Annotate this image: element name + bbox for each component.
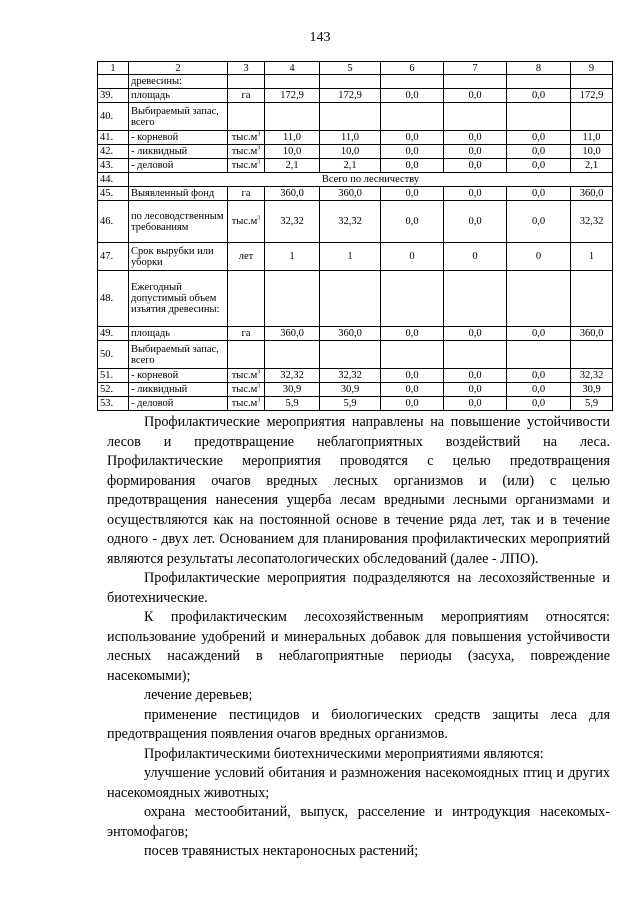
value-cell [444, 341, 507, 369]
unit-cell [228, 159, 265, 173]
value-cell: 32,32 [265, 369, 320, 383]
value-cell: 0,0 [507, 397, 571, 411]
row-number-cell [98, 75, 129, 89]
value-cell [320, 341, 381, 369]
table-row [98, 75, 613, 89]
indicator-cell: Выбираемый запас, всего [129, 341, 228, 369]
row-number-cell: 39. [98, 89, 129, 103]
table-row [98, 369, 613, 383]
unit-exponent: 3 [257, 131, 261, 138]
value-cell: 2,1 [320, 159, 381, 173]
header-cell: 9 [571, 62, 613, 75]
value-cell: 0,0 [381, 187, 444, 201]
value-cell: 0,0 [444, 201, 507, 243]
row-number-cell: 52. [98, 383, 129, 397]
value-cell: 32,32 [571, 201, 613, 243]
value-cell: 0,0 [507, 159, 571, 173]
value-cell: 0,0 [507, 383, 571, 397]
paragraph: применение пестицидов и биологических средств защиты леса для предотвращения появления очагов вредных организмов. [107, 706, 610, 742]
value-cell: 360,0 [320, 327, 381, 341]
forest-data-table [97, 61, 613, 411]
value-cell: 11,0 [320, 131, 381, 145]
paragraph: Профилактические мероприятия подразделяются на лесохозяйственные и биотехнические. [107, 570, 610, 606]
value-cell: 10,0 [265, 145, 320, 159]
table-header-row [98, 62, 613, 75]
header-cell: 5 [320, 62, 381, 75]
value-cell [444, 271, 507, 327]
unit-cell [228, 341, 265, 369]
value-cell: 2,1 [571, 159, 613, 173]
value-cell: 0,0 [507, 145, 571, 159]
value-cell: 11,0 [571, 131, 613, 145]
body-text [107, 413, 610, 862]
indicator-cell: - ликвидный [129, 145, 228, 159]
unit-text: тыс.м [231, 370, 258, 381]
row-number-cell: 40. [98, 103, 129, 131]
table-row [98, 201, 613, 243]
value-cell: 0,0 [507, 131, 571, 145]
row-number-cell: 47. [98, 243, 129, 271]
row-number-cell: 45. [98, 187, 129, 201]
value-cell: 0,0 [381, 397, 444, 411]
value-cell: 0,0 [507, 187, 571, 201]
value-cell: 172,9 [320, 89, 381, 103]
value-cell: 32,32 [320, 201, 381, 243]
paragraph: Профилактические мероприятия направлены на повышение устойчивости лесов и предотвращение неблагоприятных воздействий на леса. Профилактические мероприятия проводятся с целью предотвращения формирования очагов вредных лесных организмов и (или) с целью предотвращения нанесения ущерба лесам вредными лесными организмами и осуществляются как на постоянной основе в течение ряда лет, так и в течение одного - двух лет. Основанием для планирования профилактических мероприятий являются результаты лесопатологических обследований (далее - ЛПО). [107, 414, 610, 567]
value-cell [320, 271, 381, 327]
value-cell: 0,0 [507, 89, 571, 103]
value-cell [381, 103, 444, 131]
unit-exponent: 3 [257, 159, 261, 166]
value-cell: 2,1 [265, 159, 320, 173]
value-cell: 11,0 [265, 131, 320, 145]
value-cell: 0,0 [444, 159, 507, 173]
unit-exponent: 3 [257, 369, 261, 376]
indicator-cell: Выбираемый запас, всего [129, 103, 228, 131]
paragraph: посев травянистых нектароносных растений; [144, 843, 419, 859]
indicator-cell: - деловой [129, 397, 228, 411]
table-row [98, 397, 613, 411]
value-cell: 360,0 [265, 327, 320, 341]
indicator-cell: древесины: [129, 75, 228, 89]
header-cell: 2 [129, 62, 228, 75]
value-cell: 0,0 [507, 327, 571, 341]
table-row [98, 159, 613, 173]
value-cell: 30,9 [265, 383, 320, 397]
row-number-cell: 49. [98, 327, 129, 341]
value-cell: 30,9 [571, 383, 613, 397]
value-cell [320, 75, 381, 89]
paragraph: лечение деревьев; [144, 687, 253, 703]
row-number-cell: 51. [98, 369, 129, 383]
value-cell: 5,9 [571, 397, 613, 411]
value-cell [507, 341, 571, 369]
table-row [98, 383, 613, 397]
header-cell: 3 [228, 62, 265, 75]
value-cell: 0,0 [444, 187, 507, 201]
value-cell [381, 75, 444, 89]
value-cell [320, 103, 381, 131]
value-cell: 32,32 [320, 369, 381, 383]
value-cell: 0,0 [381, 145, 444, 159]
value-cell: 0,0 [507, 369, 571, 383]
value-cell [571, 271, 613, 327]
value-cell [381, 271, 444, 327]
unit-text: тыс.м [231, 160, 258, 171]
paragraph: охрана местообитаний, выпуск, расселение и интродукция насекомых-энтомофагов; [107, 804, 610, 840]
row-number-cell: 41. [98, 131, 129, 145]
value-cell: 0 [444, 243, 507, 271]
row-number-cell: 42. [98, 145, 129, 159]
unit-text: тыс.м [231, 398, 258, 409]
header-cell: 7 [444, 62, 507, 75]
unit-cell: га [228, 89, 265, 103]
unit-exponent: 3 [257, 383, 261, 390]
unit-cell: лет [228, 243, 265, 271]
unit-cell: га [228, 327, 265, 341]
value-cell: 10,0 [571, 145, 613, 159]
row-number-cell: 50. [98, 341, 129, 369]
unit-text: тыс.м [231, 384, 258, 395]
unit-exponent: 3 [257, 215, 261, 222]
indicator-cell: площадь [129, 89, 228, 103]
paragraph: Профилактическими биотехническими мероприятиями являются: [144, 745, 544, 762]
unit-text: тыс.м [231, 132, 258, 143]
indicator-cell: - деловой [129, 159, 228, 173]
value-cell: 0,0 [381, 89, 444, 103]
unit-exponent: 3 [257, 145, 261, 152]
value-cell: 0,0 [381, 383, 444, 397]
table-row [98, 89, 613, 103]
unit-cell [228, 397, 265, 411]
value-cell: 360,0 [265, 187, 320, 201]
value-cell: 1 [265, 243, 320, 271]
value-cell [571, 103, 613, 131]
unit-cell [228, 103, 265, 131]
header-cell: 4 [265, 62, 320, 75]
value-cell: 1 [320, 243, 381, 271]
value-cell [507, 271, 571, 327]
row-number-cell: 44. [98, 173, 129, 187]
indicator-cell: Срок вырубки или уборки [129, 243, 228, 271]
value-cell: 0,0 [444, 89, 507, 103]
value-cell: 172,9 [265, 89, 320, 103]
unit-cell [228, 201, 265, 243]
value-cell: 5,9 [265, 397, 320, 411]
unit-cell: га [228, 187, 265, 201]
value-cell [507, 75, 571, 89]
value-cell: 0,0 [444, 369, 507, 383]
value-cell: 0,0 [381, 131, 444, 145]
value-cell: 0 [381, 243, 444, 271]
value-cell [507, 103, 571, 131]
value-cell: 0,0 [381, 327, 444, 341]
value-cell: 0,0 [444, 145, 507, 159]
table-row [98, 271, 613, 327]
value-cell [571, 341, 613, 369]
unit-cell [228, 271, 265, 327]
value-cell: 0,0 [381, 201, 444, 243]
value-cell: 360,0 [571, 327, 613, 341]
unit-exponent: 3 [257, 397, 261, 404]
unit-text: тыс.м [231, 146, 258, 157]
value-cell [265, 271, 320, 327]
unit-cell [228, 131, 265, 145]
unit-cell [228, 383, 265, 397]
header-cell: 8 [507, 62, 571, 75]
indicator-cell: - корневой [129, 131, 228, 145]
table-row [98, 187, 613, 201]
value-cell: 360,0 [320, 187, 381, 201]
indicator-cell: по лесоводственным требованиям [129, 201, 228, 243]
paragraph: улучшение условий обитания и размножения насекомоядных птиц и других насекомоядных животных; [107, 765, 610, 801]
paragraph: К профилактическим лесохозяйственным мероприятиям относятся: использование удобрений и минеральных добавок для повышения устойчивости лесных насаждений в неблагоприятные периоды (засуха, повреждение насекомыми); [107, 609, 610, 684]
row-number-cell: 48. [98, 271, 129, 327]
indicator-cell: площадь [129, 327, 228, 341]
value-cell: 0,0 [444, 327, 507, 341]
value-cell: 0,0 [444, 397, 507, 411]
value-cell: 32,32 [571, 369, 613, 383]
unit-text: тыс.м [231, 216, 258, 227]
header-cell: 1 [98, 62, 129, 75]
value-cell: 360,0 [571, 187, 613, 201]
value-cell: 0,0 [381, 369, 444, 383]
table-row [98, 243, 613, 271]
table-row [98, 103, 613, 131]
unit-cell [228, 145, 265, 159]
value-cell: 30,9 [320, 383, 381, 397]
indicator-cell: - ликвидный [129, 383, 228, 397]
indicator-cell: Ежегодный допустимый объем изъятия древесины: [129, 271, 228, 327]
value-cell: 0,0 [381, 159, 444, 173]
section-title-cell: Всего по лесничеству [129, 173, 613, 187]
row-number-cell: 53. [98, 397, 129, 411]
value-cell: 172,9 [571, 89, 613, 103]
value-cell: 1 [571, 243, 613, 271]
value-cell: 0,0 [507, 201, 571, 243]
value-cell: 10,0 [320, 145, 381, 159]
header-cell: 6 [381, 62, 444, 75]
value-cell: 32,32 [265, 201, 320, 243]
table-row [98, 131, 613, 145]
value-cell [381, 341, 444, 369]
value-cell [265, 103, 320, 131]
value-cell [444, 103, 507, 131]
value-cell [265, 75, 320, 89]
value-cell: 5,9 [320, 397, 381, 411]
value-cell: 0,0 [444, 131, 507, 145]
table-row [98, 341, 613, 369]
table-row [98, 327, 613, 341]
indicator-cell: Выявленный фонд [129, 187, 228, 201]
value-cell [444, 75, 507, 89]
unit-cell [228, 75, 265, 89]
table-row [98, 173, 613, 187]
page-number: 143 [309, 30, 331, 45]
unit-cell [228, 369, 265, 383]
value-cell: 0,0 [444, 383, 507, 397]
row-number-cell: 46. [98, 201, 129, 243]
row-number-cell: 43. [98, 159, 129, 173]
table-row [98, 145, 613, 159]
value-cell: 0 [507, 243, 571, 271]
value-cell [571, 75, 613, 89]
value-cell [265, 341, 320, 369]
indicator-cell: - корневой [129, 369, 228, 383]
